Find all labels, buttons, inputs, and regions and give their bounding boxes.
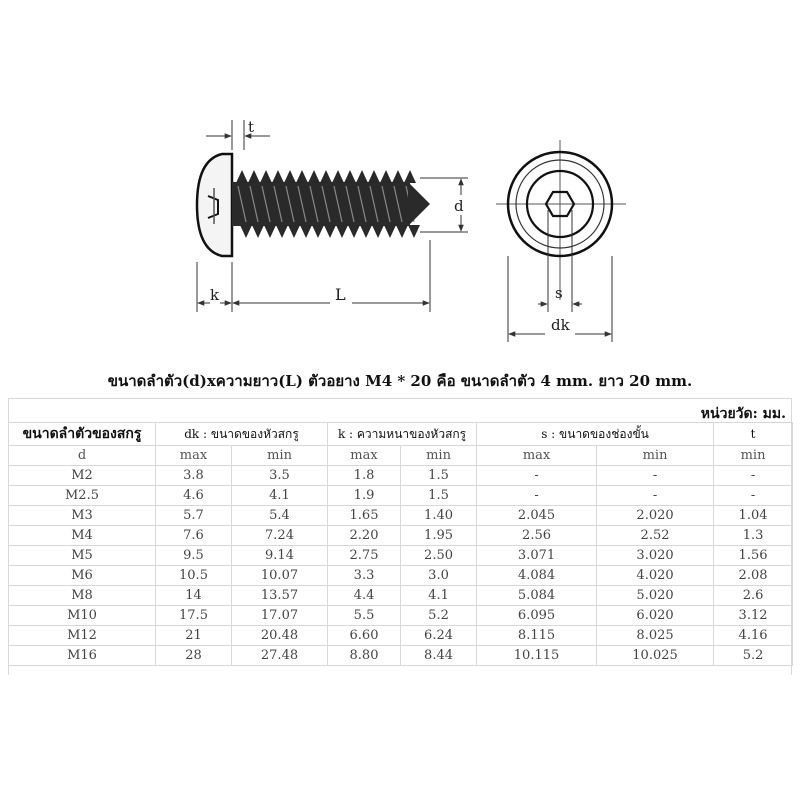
table-cell: - [477,466,597,486]
subheader-cell: min [597,446,714,466]
table-cell: 6.60 [328,626,401,646]
table-cell: 6.24 [401,626,477,646]
table-cell: 8.025 [597,626,714,646]
table-cell: 2.52 [597,526,714,546]
table-cell: 4.020 [597,566,714,586]
header-diameter: ขนาดลำตัวของสกรู [9,423,156,446]
subheader-cell: max [477,446,597,466]
screw-technical-drawing [0,0,800,360]
table-header-row [9,423,793,446]
dimension-label-d: d [454,197,464,215]
table-cell: 2.6 [714,586,793,606]
table-cell: 1.95 [401,526,477,546]
subheader-cell: min [232,446,328,466]
table-cell: 5.084 [477,586,597,606]
table-cell-size: M6 [9,566,156,586]
table-cell: 4.4 [328,586,401,606]
subheader-cell: d [9,446,156,466]
table-subheader-row [9,446,793,466]
table-cell: 17.5 [156,606,232,626]
table-cell: - [714,466,793,486]
table-cell: 4.16 [714,626,793,646]
table-cell: 2.020 [597,506,714,526]
table-row [9,526,793,546]
table-cell: 8.115 [477,626,597,646]
table-cell: 1.5 [401,466,477,486]
table-cell: 3.071 [477,546,597,566]
dimension-t [206,118,270,150]
table-cell-size: M4 [9,526,156,546]
table-cell: 4.1 [232,486,328,506]
table-row [9,546,793,566]
table-cell: 5.2 [714,646,793,666]
screw-tip [408,182,430,226]
table-cell: 1.5 [401,486,477,506]
table-cell: 1.9 [328,486,401,506]
table-cell: 2.20 [328,526,401,546]
table-row [9,646,793,666]
table-cell: 1.56 [714,546,793,566]
table-cell: 3.0 [401,566,477,586]
table-row [9,586,793,606]
subheader-cell: max [328,446,401,466]
table-cell-size: M2 [9,466,156,486]
table-row [9,506,793,526]
table-cell: 2.56 [477,526,597,546]
table-cell: 8.44 [401,646,477,666]
table-cell: 2.045 [477,506,597,526]
table-cell: - [597,466,714,486]
table-cell: 3.12 [714,606,793,626]
subheader-cell: min [714,446,793,466]
table-cell: 3.3 [328,566,401,586]
table-cell: 1.65 [328,506,401,526]
table-cell: - [714,486,793,506]
table-row [9,626,793,646]
table-cell: 4.6 [156,486,232,506]
table-cell: - [597,486,714,506]
header-k: k : ความหนาของหัวสกรู [328,423,477,446]
table-cell: 4.1 [401,586,477,606]
table-cell: 10.115 [477,646,597,666]
subheader-cell: min [401,446,477,466]
dimension-label-s: s [555,284,563,302]
table-cell: 6.095 [477,606,597,626]
table-cell-size: M5 [9,546,156,566]
table-cell: - [477,486,597,506]
screw-side-view [197,154,430,256]
table-cell: 5.020 [597,586,714,606]
spec-table [8,422,793,666]
dimension-label-t: t [248,118,255,136]
table-cell: 28 [156,646,232,666]
table-cell: 1.04 [714,506,793,526]
table-cell: 17.07 [232,606,328,626]
table-row [9,486,793,506]
table-cell: 3.8 [156,466,232,486]
table-cell: 8.80 [328,646,401,666]
table-cell: 9.14 [232,546,328,566]
table-cell: 7.6 [156,526,232,546]
dimension-label-L: L [335,285,346,304]
table-cell: 9.5 [156,546,232,566]
table-cell: 1.40 [401,506,477,526]
table-cell: 21 [156,626,232,646]
table-cell-size: M10 [9,606,156,626]
table-cell-size: M16 [9,646,156,666]
screw-shank [232,182,410,226]
subheader-cell: max [156,446,232,466]
table-row [9,566,793,586]
table-cell-size: M8 [9,586,156,606]
header-s: s : ขนาดของช่องขั้น [477,423,714,446]
table-cell: 2.75 [328,546,401,566]
table-cell: 5.7 [156,506,232,526]
table-cell: 5.4 [232,506,328,526]
dimension-label-k: k [210,286,220,304]
table-cell: 2.50 [401,546,477,566]
table-cell-size: M3 [9,506,156,526]
table-cell-size: M2.5 [9,486,156,506]
table-cell: 1.3 [714,526,793,546]
table-cell: 13.57 [232,586,328,606]
table-cell: 20.48 [232,626,328,646]
table-cell: 2.08 [714,566,793,586]
table-cell: 3.020 [597,546,714,566]
table-cell: 7.24 [232,526,328,546]
table-cell: 14 [156,586,232,606]
table-cell: 5.2 [401,606,477,626]
header-dk: dk : ขนาดของหัวสกรู [156,423,328,446]
caption-line: ขนาดลำตัว(d)xความยาว(L) ตัวอยาง M4 * 20 คือ ขนาดลำตัว 4 mm. ยาว 20 mm. [107,372,693,390]
table-cell-size: M12 [9,626,156,646]
screw-top-view [496,140,626,342]
table-cell: 5.5 [328,606,401,626]
table-cell: 10.025 [597,646,714,666]
table-cell: 4.084 [477,566,597,586]
table-cell: 6.020 [597,606,714,626]
table-cell: 1.8 [328,466,401,486]
unit-label: หน่วยวัด: มม. [700,406,786,422]
table-cell: 3.5 [232,466,328,486]
dimension-label-dk: dk [551,316,570,334]
table-cell: 10.5 [156,566,232,586]
table-row [9,606,793,626]
table-cell: 10.07 [232,566,328,586]
table-row [9,466,793,486]
header-t: t [714,423,793,446]
table-cell: 27.48 [232,646,328,666]
